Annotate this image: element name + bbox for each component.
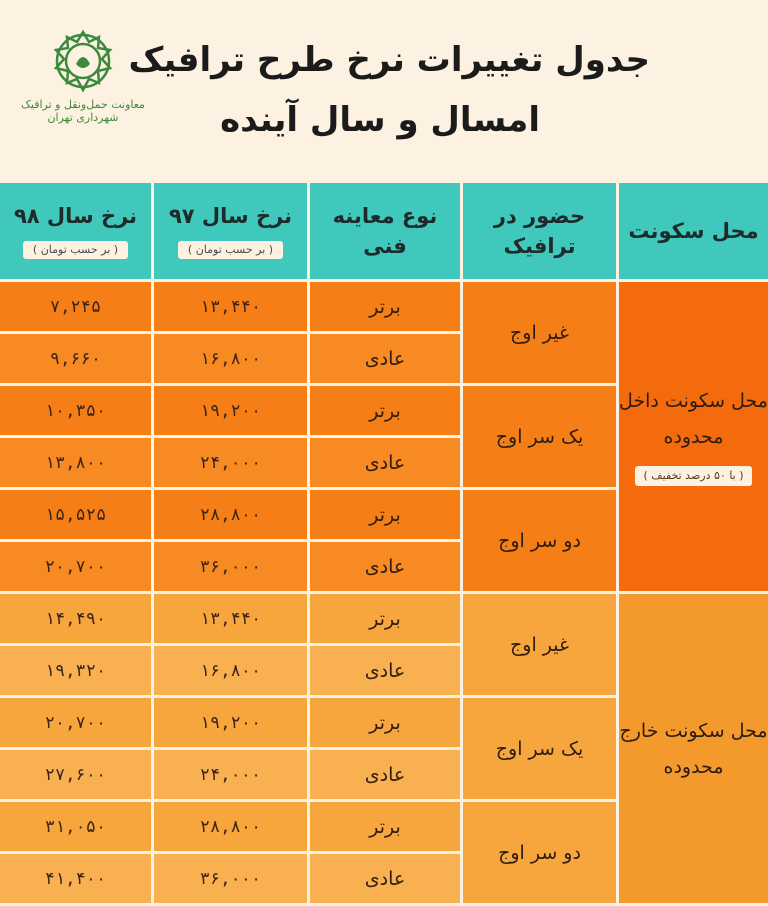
table-row: [0, 594, 768, 646]
tehran-municipality-emblem-icon: [50, 28, 116, 94]
rate97-cell: ۳۶,۰۰۰: [151, 542, 307, 594]
discount-note: ( با ۵۰ درصد تخفیف ): [635, 466, 751, 486]
header-rate98-unit: ( بر حسب تومان ): [23, 241, 128, 259]
header-rate97-label: نرخ سال ۹۷: [168, 204, 293, 228]
inspection-type-cell: عادی: [307, 750, 460, 802]
header: [0, 0, 768, 183]
rate98-cell: ۹,۶۶۰: [0, 334, 151, 386]
presence-cell: غیر اوج: [460, 282, 616, 386]
header-rate97: [151, 183, 307, 282]
inspection-type-cell: برتر: [307, 282, 460, 334]
rate98-cell: ۲۷,۶۰۰: [0, 750, 151, 802]
table-header-row: [0, 183, 768, 282]
rate98-cell: ۷,۲۴۵: [0, 282, 151, 334]
rate97-cell: ۱۶,۸۰۰: [151, 646, 307, 698]
inspection-type-cell: عادی: [307, 438, 460, 490]
page-subtitle: امسال و سال آینده: [220, 100, 540, 140]
inspection-type-cell: برتر: [307, 802, 460, 854]
header-location: محل سکونت: [616, 183, 768, 282]
inspection-type-cell: عادی: [307, 854, 460, 906]
location-cell: [616, 594, 768, 906]
rate97-cell: ۱۶,۸۰۰: [151, 334, 307, 386]
presence-cell: دو سر اوج: [460, 802, 616, 906]
logo: [8, 28, 158, 140]
logo-org-name: معاونت حمل‌ونقل و ترافیک: [21, 98, 145, 111]
presence-cell: یک سر اوج: [460, 386, 616, 490]
rate98-cell: ۴۱,۴۰۰: [0, 854, 151, 906]
rate98-cell: ۳۱,۰۵۰: [0, 802, 151, 854]
logo-municipality: شهرداری تهران: [47, 111, 119, 124]
header-rate98: [0, 183, 151, 282]
rate98-cell: ۱۳,۸۰۰: [0, 438, 151, 490]
location-label: محل سکونت خارج محدوده: [619, 719, 768, 778]
rate97-cell: ۲۴,۰۰۰: [151, 750, 307, 802]
traffic-rates-table: [0, 183, 768, 906]
rate98-cell: ۱۰,۳۵۰: [0, 386, 151, 438]
header-presence: حضور در ترافیک: [460, 183, 616, 282]
inspection-type-cell: برتر: [307, 386, 460, 438]
inspection-type-cell: عادی: [307, 542, 460, 594]
table-row: [0, 282, 768, 334]
header-rate98-label: نرخ سال ۹۸: [13, 204, 138, 228]
rate98-cell: ۱۹,۳۲۰: [0, 646, 151, 698]
inspection-type-cell: عادی: [307, 646, 460, 698]
rate97-cell: ۱۳,۴۴۰: [151, 282, 307, 334]
location-label: محل سکونت داخل محدوده: [619, 389, 768, 448]
rate97-cell: ۱۹,۲۰۰: [151, 386, 307, 438]
rate98-cell: ۲۰,۷۰۰: [0, 542, 151, 594]
rate98-cell: ۱۴,۴۹۰: [0, 594, 151, 646]
inspection-type-cell: عادی: [307, 334, 460, 386]
header-inspection: نوع معاینه فنی: [307, 183, 460, 282]
presence-cell: یک سر اوج: [460, 698, 616, 802]
location-cell: [616, 282, 768, 594]
inspection-type-cell: برتر: [307, 594, 460, 646]
page-title: جدول تغییرات نرخ طرح ترافیک: [128, 40, 650, 80]
rate98-cell: ۱۵,۵۲۵: [0, 490, 151, 542]
rate97-cell: ۱۹,۲۰۰: [151, 698, 307, 750]
rate97-cell: ۲۸,۸۰۰: [151, 490, 307, 542]
presence-cell: دو سر اوج: [460, 490, 616, 594]
rate97-cell: ۲۸,۸۰۰: [151, 802, 307, 854]
presence-cell: غیر اوج: [460, 594, 616, 698]
rate97-cell: ۳۶,۰۰۰: [151, 854, 307, 906]
header-rate97-unit: ( بر حسب تومان ): [178, 241, 283, 259]
rate97-cell: ۲۴,۰۰۰: [151, 438, 307, 490]
inspection-type-cell: برتر: [307, 698, 460, 750]
rate97-cell: ۱۳,۴۴۰: [151, 594, 307, 646]
rate98-cell: ۲۰,۷۰۰: [0, 698, 151, 750]
inspection-type-cell: برتر: [307, 490, 460, 542]
